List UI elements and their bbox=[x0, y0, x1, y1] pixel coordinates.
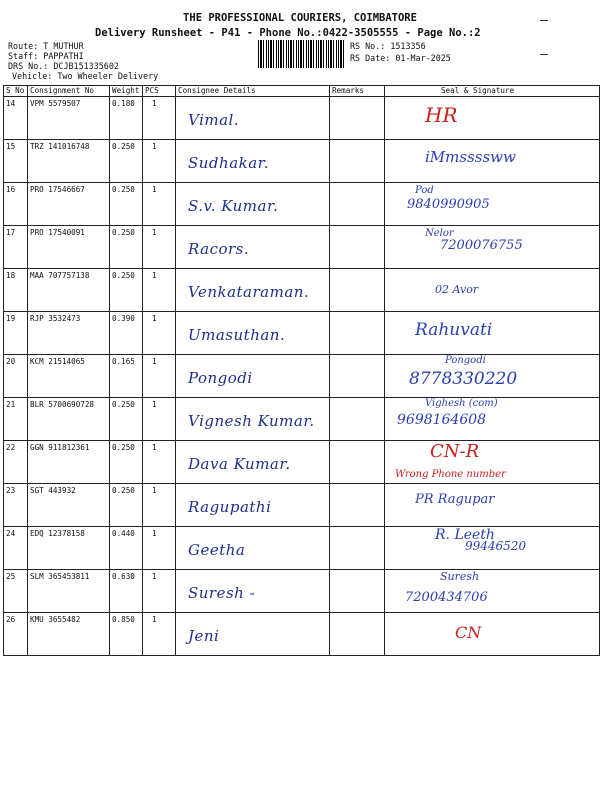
cell-consignment-no: PRO 17546667 bbox=[28, 183, 110, 226]
cell-pcs: 1 bbox=[143, 140, 176, 183]
cell-remarks bbox=[330, 484, 385, 527]
cell-consignment-no: KMU 3655482 bbox=[28, 613, 110, 656]
cell-pcs: 1 bbox=[143, 613, 176, 656]
cell-remarks bbox=[330, 97, 385, 140]
cell-sno: 18 bbox=[4, 269, 28, 312]
cell-consignee-details bbox=[176, 97, 330, 140]
cell-weight: 0.250 bbox=[110, 398, 143, 441]
consignee-handwritten-name: Geetha bbox=[188, 541, 246, 559]
cell-seal-signature bbox=[385, 183, 600, 226]
cell-consignee-details bbox=[176, 398, 330, 441]
cell-consignee-details bbox=[176, 613, 330, 656]
consignee-handwritten-name: Vignesh Kumar. bbox=[188, 412, 315, 430]
consignee-handwritten-name: Racors. bbox=[188, 240, 250, 258]
col-remarks: Remarks bbox=[330, 86, 385, 97]
cell-seal-signature bbox=[385, 269, 600, 312]
col-consignment: Consignment No bbox=[28, 86, 110, 97]
cell-consignee-details bbox=[176, 484, 330, 527]
cell-remarks bbox=[330, 226, 385, 269]
cell-pcs: 1 bbox=[143, 183, 176, 226]
cell-sno: 17 bbox=[4, 226, 28, 269]
cell-pcs: 1 bbox=[143, 97, 176, 140]
table-header-row bbox=[4, 86, 600, 97]
cell-remarks bbox=[330, 140, 385, 183]
cell-consignment-no: MAA 707757138 bbox=[28, 269, 110, 312]
signature-note: Wrong Phone number bbox=[395, 469, 506, 480]
table-row bbox=[4, 527, 600, 570]
cell-consignee-details bbox=[176, 527, 330, 570]
cell-sno: 22 bbox=[4, 441, 28, 484]
consignee-handwritten-name: Suresh - bbox=[188, 584, 256, 602]
cell-sno: 15 bbox=[4, 140, 28, 183]
table-row bbox=[4, 269, 600, 312]
cell-weight: 0.250 bbox=[110, 269, 143, 312]
barcode bbox=[258, 40, 344, 68]
staff-label: Staff: PAPPATHI bbox=[8, 51, 84, 61]
cell-sno: 21 bbox=[4, 398, 28, 441]
col-weight: Weight bbox=[110, 86, 143, 97]
cell-consignee-details bbox=[176, 140, 330, 183]
cell-pcs: 1 bbox=[143, 312, 176, 355]
signature: CN bbox=[455, 623, 482, 642]
signature: Nelor bbox=[425, 228, 454, 239]
signature: Pongodi bbox=[445, 355, 486, 366]
col-consignee-details: Consignee Details bbox=[176, 86, 330, 97]
consignee-handwritten-name: S.v. Kumar. bbox=[188, 197, 279, 215]
signature: CN-R bbox=[430, 441, 480, 462]
cell-pcs: 1 bbox=[143, 398, 176, 441]
cell-remarks bbox=[330, 269, 385, 312]
cell-pcs: 1 bbox=[143, 570, 176, 613]
cell-pcs: 1 bbox=[143, 484, 176, 527]
corner-mark bbox=[540, 20, 548, 21]
consignee-handwritten-name: Sudhakar. bbox=[188, 154, 269, 172]
signature-note: 7200434706 bbox=[405, 590, 488, 605]
signature-note: 99446520 bbox=[465, 539, 527, 553]
cell-consignment-no: VPM 5579507 bbox=[28, 97, 110, 140]
consignee-handwritten-name: Umasuthan. bbox=[188, 326, 286, 344]
consignee-handwritten-name: Pongodi bbox=[188, 369, 253, 387]
signature-note: 8778330220 bbox=[409, 369, 518, 389]
cell-sno: 20 bbox=[4, 355, 28, 398]
signature-note: 9698164608 bbox=[397, 412, 487, 428]
table-row bbox=[4, 183, 600, 226]
cell-pcs: 1 bbox=[143, 269, 176, 312]
cell-weight: 0.250 bbox=[110, 140, 143, 183]
cell-sno: 25 bbox=[4, 570, 28, 613]
cell-consignment-no: RJP 3532473 bbox=[28, 312, 110, 355]
table-row bbox=[4, 613, 600, 656]
cell-seal-signature bbox=[385, 570, 600, 613]
cell-consignment-no: SGT 443932 bbox=[28, 484, 110, 527]
cell-seal-signature bbox=[385, 312, 600, 355]
table-row bbox=[4, 140, 600, 183]
consignee-handwritten-name: Jeni bbox=[188, 627, 220, 645]
cell-weight: 0.850 bbox=[110, 613, 143, 656]
cell-pcs: 1 bbox=[143, 355, 176, 398]
cell-weight: 0.165 bbox=[110, 355, 143, 398]
cell-pcs: 1 bbox=[143, 226, 176, 269]
signature: HR bbox=[425, 103, 458, 127]
cell-weight: 0.180 bbox=[110, 97, 143, 140]
cell-consignee-details bbox=[176, 269, 330, 312]
signature: R. Leeth bbox=[435, 527, 495, 543]
cell-sno: 24 bbox=[4, 527, 28, 570]
cell-sno: 19 bbox=[4, 312, 28, 355]
consignee-handwritten-name: Ragupathi bbox=[188, 498, 272, 516]
cell-consignee-details bbox=[176, 441, 330, 484]
signature-note: 9840990905 bbox=[407, 197, 490, 212]
cell-remarks bbox=[330, 441, 385, 484]
signature: Vighesh (com) bbox=[425, 398, 498, 409]
cell-weight: 0.630 bbox=[110, 570, 143, 613]
cell-pcs: 1 bbox=[143, 441, 176, 484]
col-sno: S No bbox=[4, 86, 28, 97]
cell-consignment-no: KCM 21514065 bbox=[28, 355, 110, 398]
corner-mark bbox=[540, 54, 548, 55]
table-row bbox=[4, 355, 600, 398]
cell-sno: 14 bbox=[4, 97, 28, 140]
rs-number: RS No.: 1513356 bbox=[350, 41, 426, 51]
cell-consignment-no: SLM 365453811 bbox=[28, 570, 110, 613]
signature: Pod bbox=[415, 185, 434, 196]
cell-seal-signature bbox=[385, 484, 600, 527]
table-row bbox=[4, 398, 600, 441]
table-row bbox=[4, 570, 600, 613]
cell-consignee-details bbox=[176, 312, 330, 355]
cell-seal-signature bbox=[385, 613, 600, 656]
cell-remarks bbox=[330, 398, 385, 441]
consignee-handwritten-name: Dava Kumar. bbox=[188, 455, 291, 473]
signature-note: 7200076755 bbox=[440, 238, 523, 253]
table-row bbox=[4, 226, 600, 269]
cell-consignment-no: TRZ 141016748 bbox=[28, 140, 110, 183]
cell-sno: 26 bbox=[4, 613, 28, 656]
cell-consignee-details bbox=[176, 355, 330, 398]
company-title: THE PROFESSIONAL COURIERS, COIMBATORE bbox=[183, 12, 417, 24]
consignee-handwritten-name: Vimal. bbox=[188, 111, 240, 129]
cell-consignment-no: GGN 911812361 bbox=[28, 441, 110, 484]
cell-consignment-no: EDQ 12378158 bbox=[28, 527, 110, 570]
runsheet-table bbox=[3, 85, 600, 656]
cell-seal-signature bbox=[385, 441, 600, 484]
col-seal-signature: Seal & Signature bbox=[385, 86, 600, 97]
consignee-handwritten-name: Venkataraman. bbox=[188, 283, 310, 301]
cell-weight: 0.440 bbox=[110, 527, 143, 570]
cell-remarks bbox=[330, 527, 385, 570]
cell-weight: 0.250 bbox=[110, 441, 143, 484]
cell-remarks bbox=[330, 355, 385, 398]
cell-weight: 0.250 bbox=[110, 226, 143, 269]
drs-label: DRS No.: DCJB151335602 bbox=[8, 61, 119, 71]
cell-seal-signature bbox=[385, 140, 600, 183]
cell-seal-signature bbox=[385, 527, 600, 570]
cell-consignee-details bbox=[176, 570, 330, 613]
cell-weight: 0.250 bbox=[110, 183, 143, 226]
cell-consignee-details bbox=[176, 226, 330, 269]
cell-sno: 23 bbox=[4, 484, 28, 527]
signature: Suresh bbox=[440, 570, 480, 583]
signature: PR Ragupar bbox=[415, 492, 495, 507]
route-label: Route: T MUTHUR bbox=[8, 41, 84, 51]
signature: 02 Avor bbox=[435, 283, 479, 296]
table-row bbox=[4, 441, 600, 484]
cell-remarks bbox=[330, 570, 385, 613]
cell-seal-signature bbox=[385, 355, 600, 398]
cell-sno: 16 bbox=[4, 183, 28, 226]
signature: iMmssssww bbox=[425, 148, 516, 166]
cell-seal-signature bbox=[385, 398, 600, 441]
cell-remarks bbox=[330, 312, 385, 355]
cell-consignee-details bbox=[176, 183, 330, 226]
cell-weight: 0.250 bbox=[110, 484, 143, 527]
signature: Rahuvati bbox=[415, 320, 493, 340]
runsheet-subtitle: Delivery Runsheet - P41 - Phone No.:0422-3505555 - Page No.:2 bbox=[95, 27, 481, 39]
cell-remarks bbox=[330, 183, 385, 226]
cell-seal-signature bbox=[385, 226, 600, 269]
cell-consignment-no: PRO 17540091 bbox=[28, 226, 110, 269]
cell-seal-signature bbox=[385, 97, 600, 140]
table-row bbox=[4, 97, 600, 140]
cell-pcs: 1 bbox=[143, 527, 176, 570]
table-row bbox=[4, 312, 600, 355]
cell-weight: 0.390 bbox=[110, 312, 143, 355]
cell-remarks bbox=[330, 613, 385, 656]
vehicle-label: Vehicle: Two Wheeler Delivery bbox=[12, 71, 159, 81]
cell-consignment-no: BLR 5700690728 bbox=[28, 398, 110, 441]
col-pcs: PCS bbox=[143, 86, 176, 97]
rs-date: RS Date: 01-Mar-2025 bbox=[350, 53, 451, 63]
table-row bbox=[4, 484, 600, 527]
